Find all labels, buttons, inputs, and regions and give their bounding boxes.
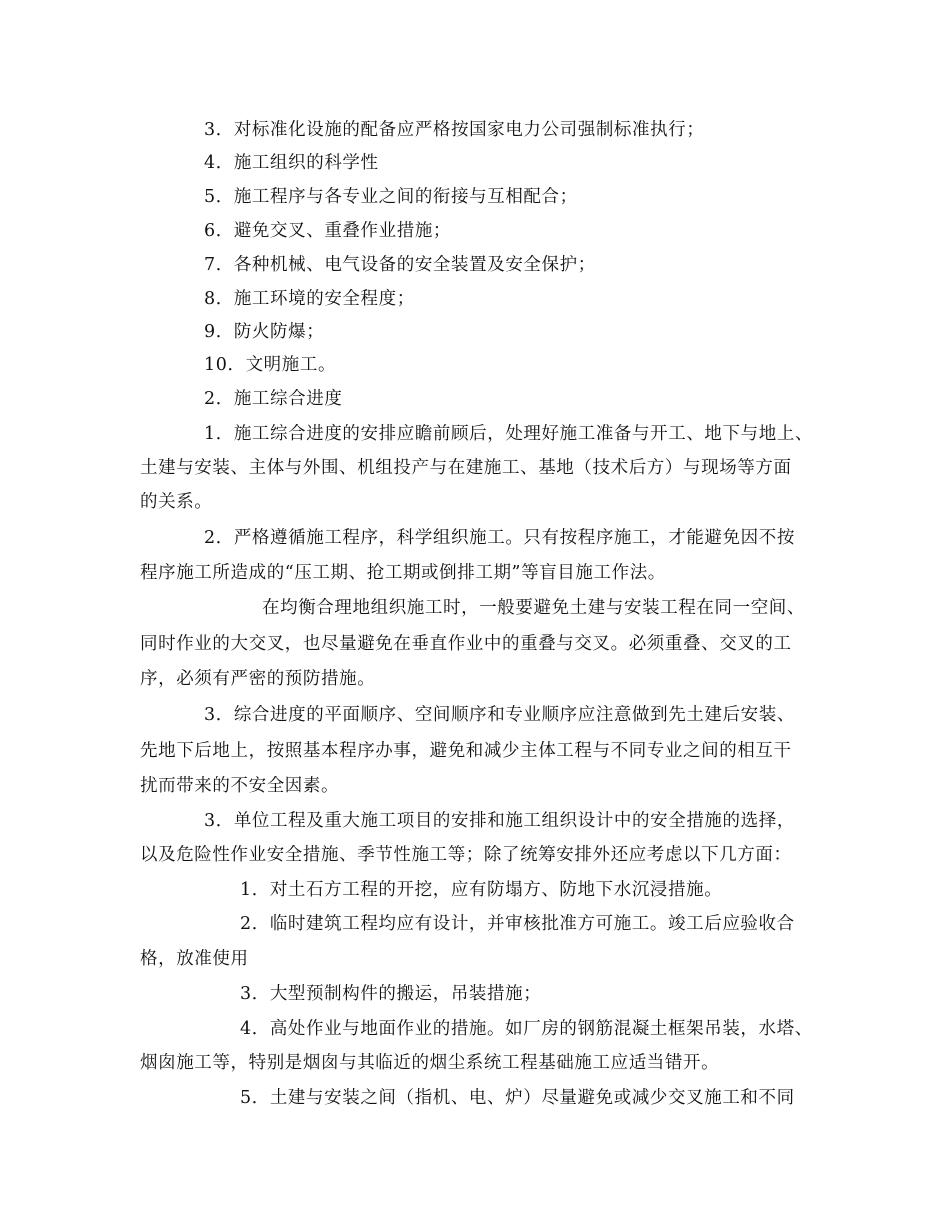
paragraph-line: 程序施工所造成的“压工期、抢工期或倒排工期”等盲目施工作法。 (140, 563, 666, 583)
list-item: 6．避免交叉、重叠作业措施； (204, 221, 452, 241)
paragraph-line: 以及危险性作业安全措施、季节性施工等；除了统筹安排外还应考虑以下几方面： (140, 845, 792, 865)
paragraph-line: 先地下后地上，按照基本程序办事，避免和减少主体工程与不同专业之间的相互干 (140, 741, 792, 761)
list-item: 1．对土石方工程的开挖，应有防塌方、防地下水沉浸措施。 (240, 880, 723, 900)
list-item: 3．对标准化设施的配备应严格按国家电力公司强制标准执行； (204, 120, 705, 140)
list-item: 5．施工程序与各专业之间的衔接与互相配合； (204, 187, 578, 207)
list-item: 4．高处作业与地面作业的措施。如厂房的钢筋混凝土框架吊装，水塔、 (240, 1019, 813, 1039)
list-item: 10．文明施工。 (204, 355, 337, 375)
paragraph-line: 的关系。 (140, 492, 213, 512)
paragraph-line: 序，必须有严密的预防措施。 (140, 669, 376, 689)
paragraph-line: 2．严格遵循施工程序，科学组织施工。只有按程序施工，才能避免因不按 (204, 528, 795, 548)
section-heading: 2．施工综合进度 (204, 389, 343, 409)
list-item: 3．大型预制构件的搬运，吊装措施； (240, 984, 542, 1004)
list-item: 格，放准使用 (140, 949, 249, 969)
list-item: 4．施工组织的科学性 (204, 153, 379, 173)
list-item: 5．土建与安装之间（指机、电、炉）尽量避免或减少交叉施工和不同 (240, 1088, 795, 1108)
paragraph-line: 土建与安装、主体与外围、机组投产与在建施工、基地（技术后方）与现场等方面 (140, 458, 792, 478)
paragraph-line: 扰而带来的不安全因素。 (140, 776, 340, 796)
list-item: 2．临时建筑工程均应有设计，并审核批准方可施工。竣工后应验收合 (240, 914, 795, 934)
list-item: 7．各种机械、电气设备的安全装置及安全保护； (204, 255, 596, 275)
paragraph-line: 在均衡合理地组织施工时，一般要避免土建与安装工程在同一空间、 (262, 598, 805, 618)
list-item: 9．防火防爆； (204, 322, 325, 342)
list-item: 8．施工环境的安全程度； (204, 289, 415, 309)
paragraph-line: 同时作业的大交叉，也尽量避免在垂直作业中的重叠与交叉。必须重叠、交叉的工 (140, 634, 792, 654)
list-item: 烟囱施工等，特别是烟囱与其临近的烟尘系统工程基础施工应适当错开。 (140, 1053, 720, 1073)
paragraph-line: 1．施工综合进度的安排应瞻前顾后，处理好施工准备与开工、地下与地上、 (204, 424, 814, 444)
paragraph-line: 3．综合进度的平面顺序、空间顺序和专业顺序应注意做到先土建后安装、 (204, 705, 795, 725)
paragraph-line: 3．单位工程及重大施工项目的安排和施工组织设计中的安全措施的选择， (204, 811, 795, 831)
